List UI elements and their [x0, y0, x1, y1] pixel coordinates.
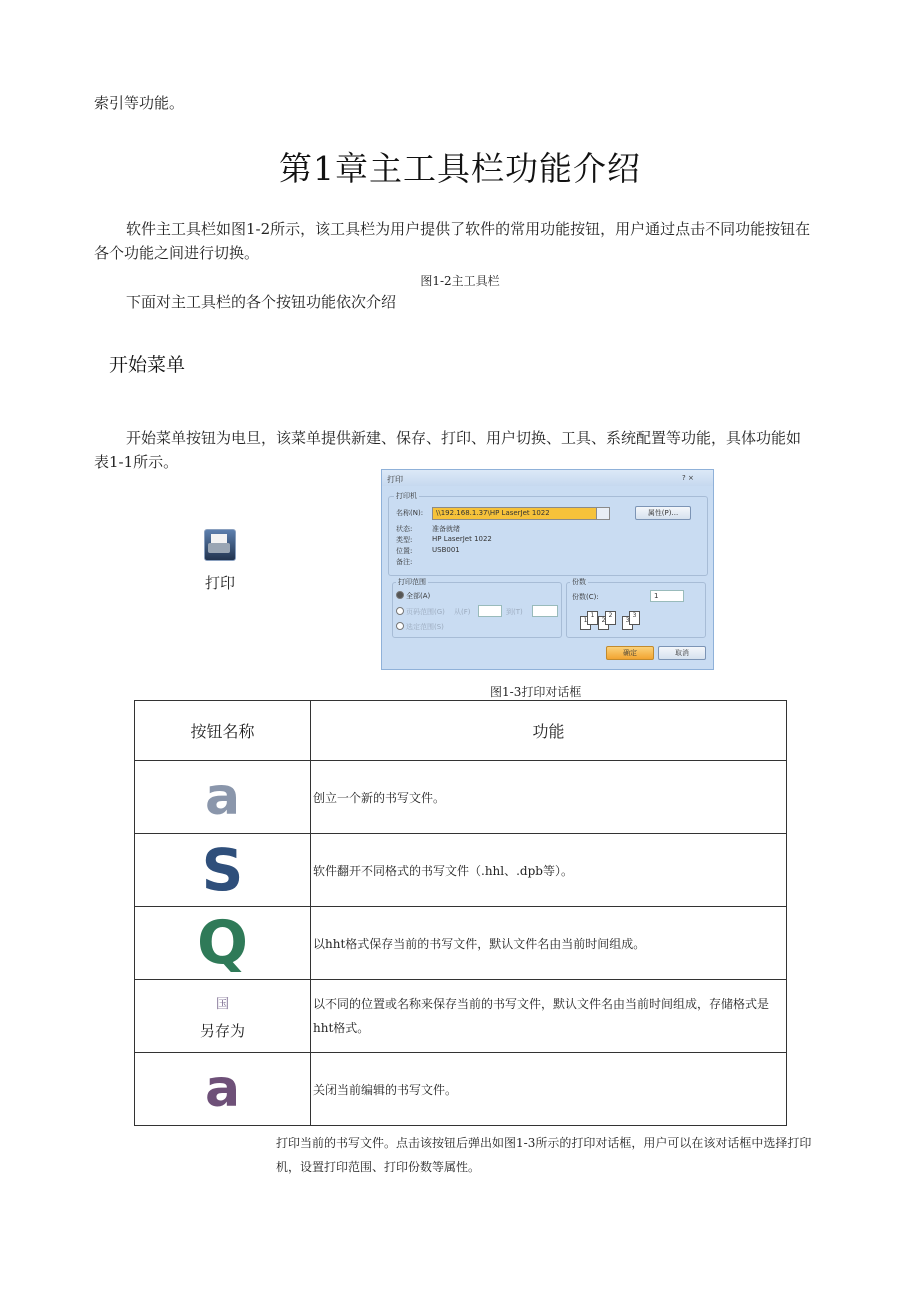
- range-all-label: 全部(A): [406, 592, 431, 600]
- copies-label: 份数(C):: [572, 593, 599, 601]
- dialog-title: 打印: [387, 475, 403, 484]
- location-value: USB001: [432, 546, 460, 554]
- function-description: 关闭当前编辑的书写文件。: [311, 1053, 787, 1126]
- range-from-label: 从(F): [454, 608, 471, 616]
- location-label: 位置:: [396, 547, 413, 555]
- printer-group-label: 打印机: [396, 492, 417, 500]
- range-to-label: 到(T): [506, 608, 523, 616]
- save-as-icon[interactable]: 国: [215, 997, 229, 1012]
- range-to-input[interactable]: [532, 605, 558, 617]
- paragraph-line: 机，设置打印范围、打印份数等属性。: [276, 1160, 481, 1174]
- paragraph-line: 软件主工具栏如图1-2所示，该工具栏为用户提供了软件的常用功能按钮，用户通过点击不同功能按钮在: [126, 220, 811, 238]
- range-pages-label: 页码范围(G): [406, 608, 445, 616]
- table-row: [135, 907, 787, 980]
- save-as-label: 另存为: [199, 1022, 245, 1040]
- function-description: 创立一个新的书写文件。: [311, 761, 787, 834]
- status-value: 准备就绪: [432, 525, 460, 533]
- paragraph-line: 表1-1所示。: [94, 453, 179, 471]
- ok-button[interactable]: 确定: [606, 646, 654, 660]
- close-file-icon[interactable]: a: [204, 1059, 241, 1119]
- function-description: hht格式。: [313, 1021, 370, 1035]
- paragraph-line: 打印当前的书写文件。点击该按钮后弹出如图1-3所示的打印对话框，用户可以在该对话框中选择打印: [276, 1136, 812, 1150]
- collate-page: 1: [580, 616, 591, 630]
- printer-icon[interactable]: [204, 529, 236, 561]
- function-description: 以hht格式保存当前的书写文件，默认文件名由当前时间组成。: [311, 907, 787, 980]
- print-range-label: 打印范围: [398, 578, 426, 586]
- figure-caption: 图1-2主工具栏: [420, 274, 500, 288]
- print-icon-label: 打印: [205, 574, 236, 592]
- range-pages-radio[interactable]: [396, 607, 404, 615]
- table-row: [135, 980, 787, 1053]
- range-all-radio[interactable]: [396, 591, 404, 599]
- print-dialog: [381, 469, 714, 670]
- table-header-row: [135, 701, 787, 761]
- type-value: HP LaserJet 1022: [432, 535, 492, 543]
- paragraph-line: 各个功能之间进行切换。: [94, 244, 260, 262]
- paragraph-line: 开始菜单按钮为电旦，该菜单提供新建、保存、打印、用户切换、工具、系统配置等功能，具体功能如: [126, 429, 802, 447]
- paragraph-line: 下面对主工具栏的各个按钮功能依次介绍: [126, 293, 397, 311]
- function-description: 以不同的位置或名称来保存当前的书写文件，默认文件名由当前时间组成，存储格式是: [313, 997, 770, 1011]
- comment-label: 备注:: [396, 558, 413, 566]
- collate-page: 3: [622, 616, 633, 630]
- header-function: 功能: [311, 701, 787, 761]
- chapter-title: 第1章主工具栏功能介绍: [279, 149, 641, 188]
- chevron-down-icon[interactable]: [596, 507, 610, 520]
- save-file-icon[interactable]: Q: [196, 908, 248, 978]
- name-label: 名称(N):: [396, 509, 424, 517]
- open-file-icon[interactable]: S: [201, 836, 244, 904]
- intro-tail-text: 索引等功能。: [94, 94, 185, 112]
- collate-page: 3: [629, 611, 640, 625]
- status-label: 状态:: [396, 525, 413, 533]
- section-heading: 开始菜单: [109, 354, 186, 376]
- collate-page: 1: [587, 611, 598, 625]
- table-row: [135, 761, 787, 834]
- collate-page: 2: [605, 611, 616, 625]
- cancel-button[interactable]: 取消: [658, 646, 706, 660]
- table-row: [135, 834, 787, 907]
- new-file-icon[interactable]: a: [204, 767, 241, 827]
- table-row: [135, 1053, 787, 1126]
- function-table: [134, 700, 787, 1126]
- range-from-input[interactable]: [478, 605, 502, 617]
- range-selection-label: 选定范围(S): [406, 623, 444, 631]
- function-description: 软件翻开不同格式的书写文件（.hhl、.dpb等）。: [311, 834, 787, 907]
- copies-group-label: 份数: [572, 578, 586, 586]
- type-label: 类型:: [396, 536, 413, 544]
- printer-name-value: \\192.168.1.37\HP LaserJet 1022: [436, 509, 550, 517]
- range-selection-radio[interactable]: [396, 622, 404, 630]
- figure-caption: 图1-3打印对话框: [490, 685, 582, 699]
- collate-page: 2: [598, 616, 609, 630]
- dialog-title-bar: [382, 470, 713, 486]
- properties-button[interactable]: 属性(P)...: [635, 506, 691, 520]
- copies-value: 1: [654, 592, 659, 600]
- dialog-help-close-icons[interactable]: ? ×: [682, 474, 694, 482]
- header-button-name: 按钮名称: [135, 701, 311, 761]
